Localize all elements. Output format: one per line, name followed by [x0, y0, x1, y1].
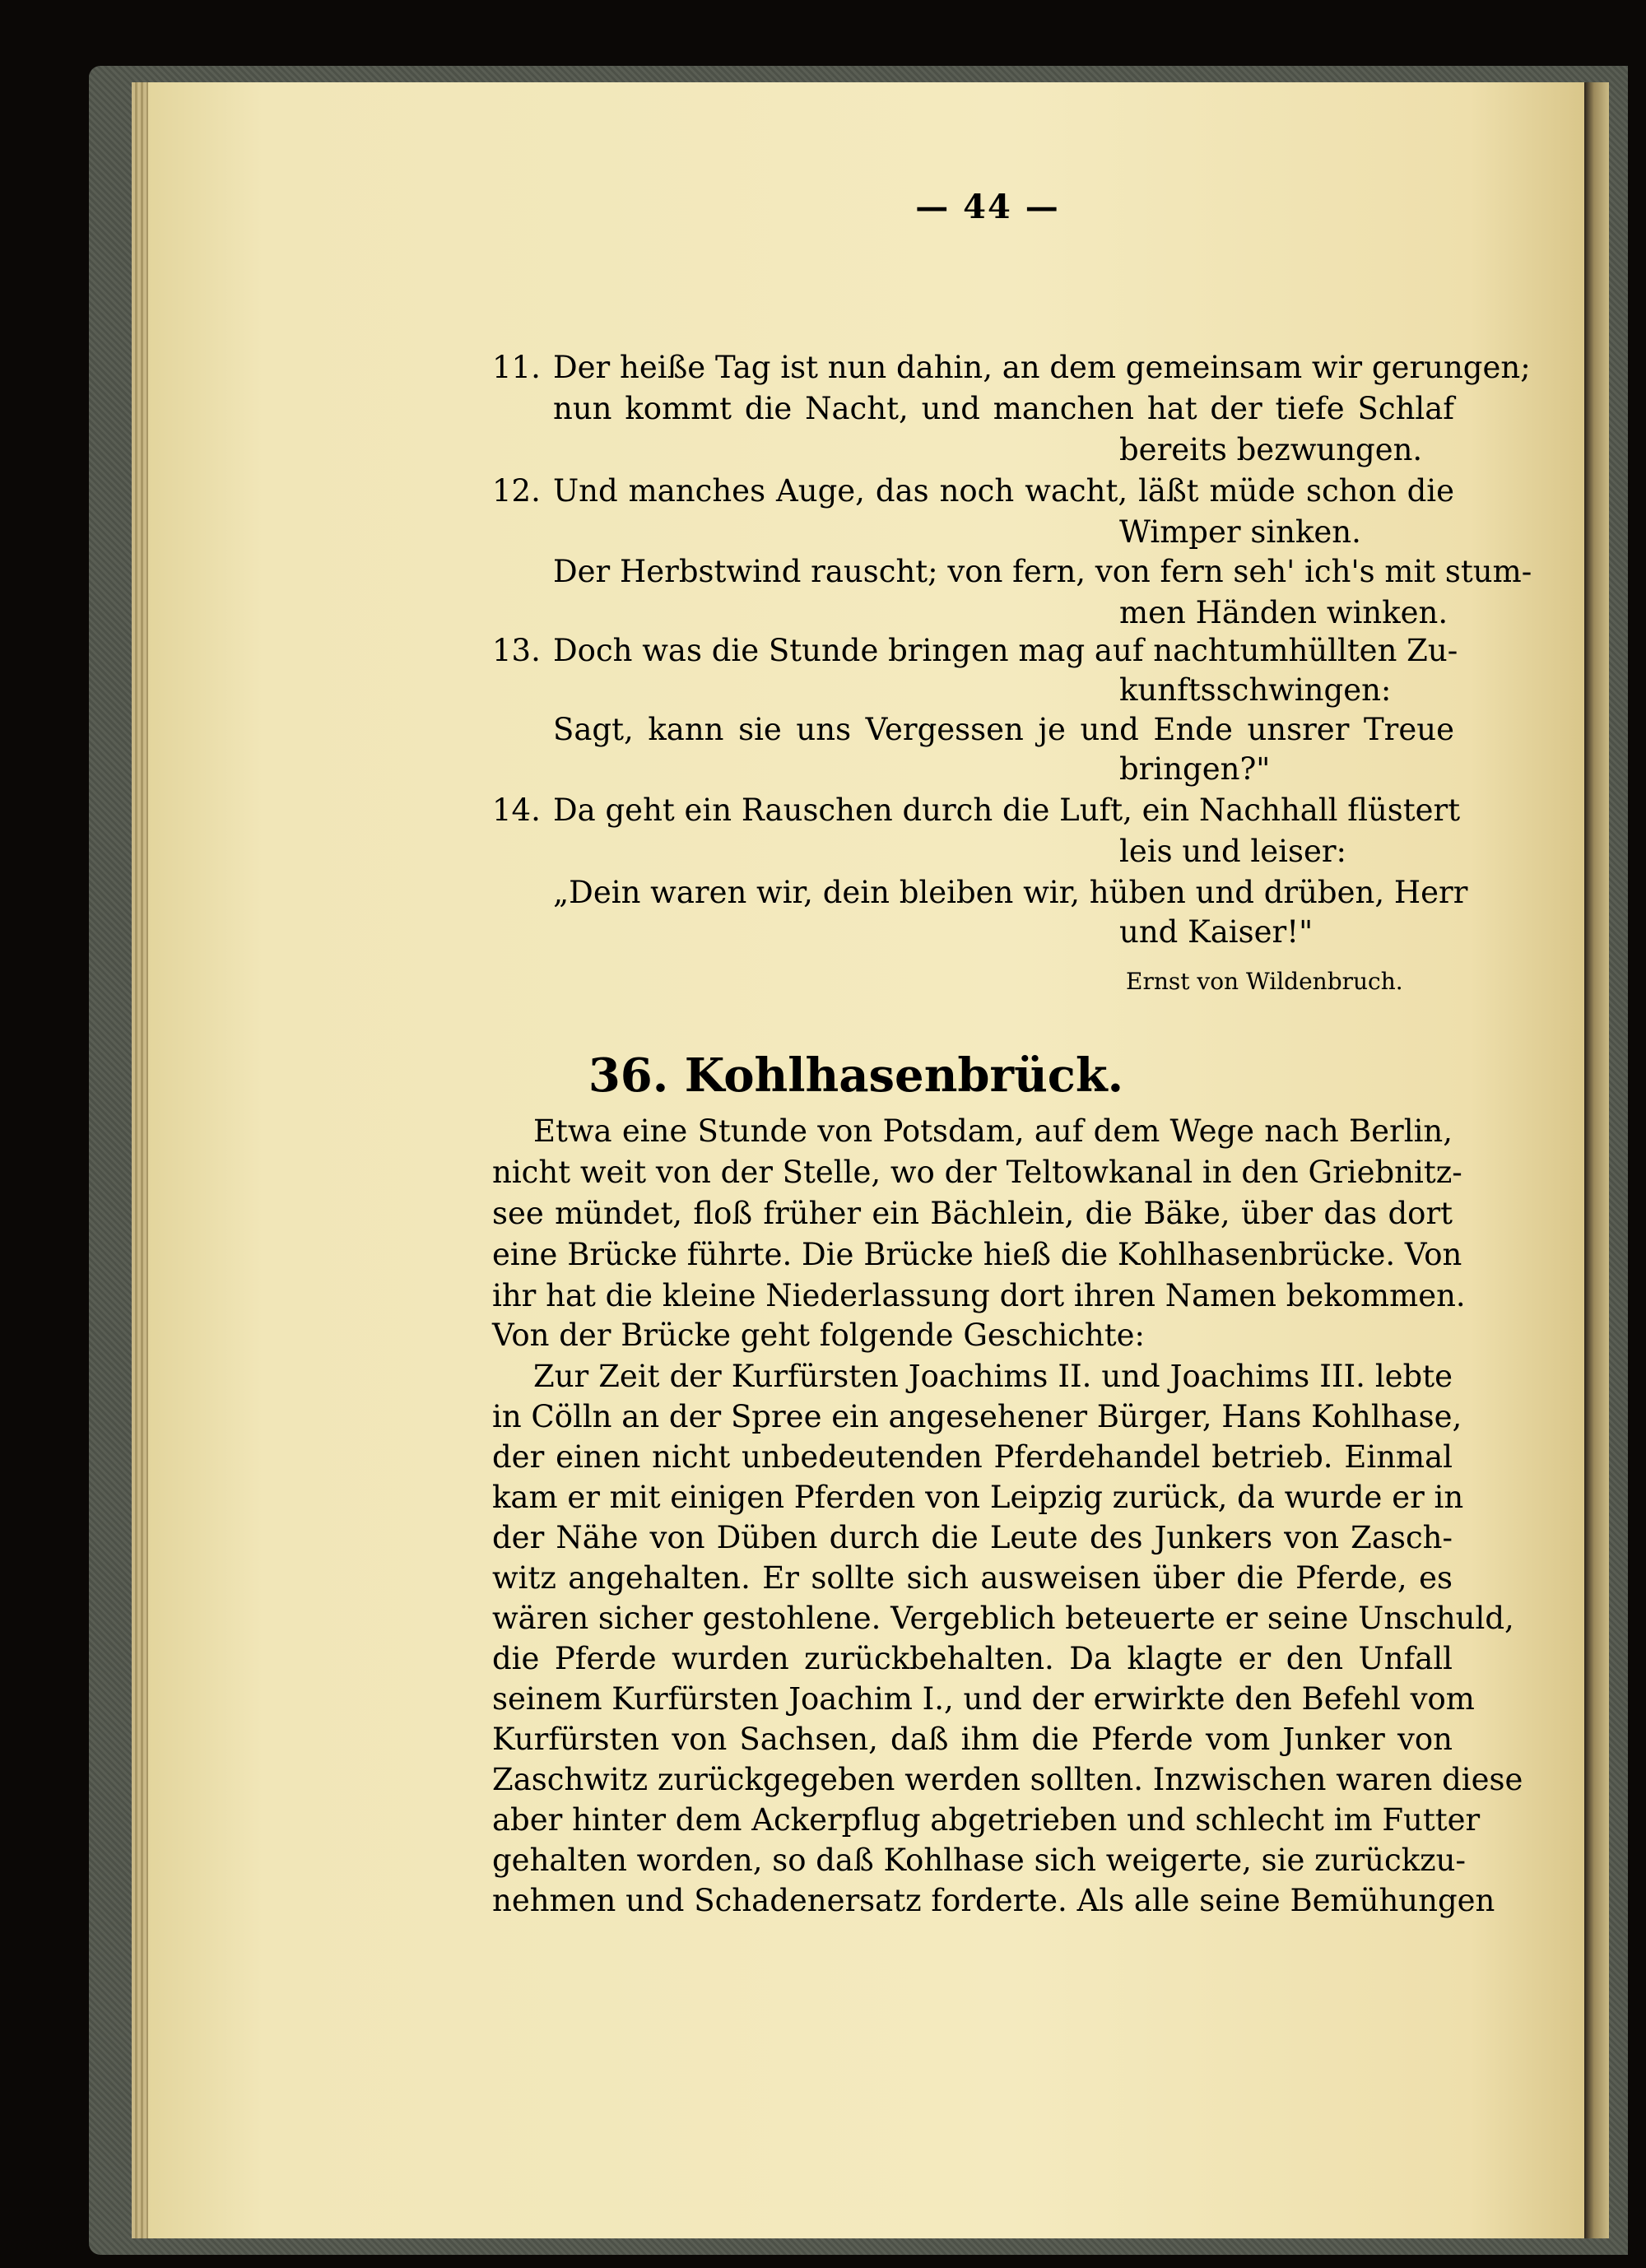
text-line: der einen nicht unbedeutenden Pferdehandel betrieb. Einmal [492, 1439, 1453, 1475]
text-line: der Nähe von Düben durch die Leute des Junkers von Zasch- [492, 1520, 1453, 1555]
poem-line: Und manches Auge, das noch wacht, läßt müde schon die [553, 473, 1454, 509]
poem-line: leis und leiser: [1119, 834, 1347, 869]
poem-line: „Dein waren wir, dein bleiben wir, hüben und drüben, Herr [553, 875, 1468, 910]
poem-line: Wimper sinken. [1119, 514, 1361, 550]
text-line: eine Brücke führte. Die Brücke hieß die Kohlhasenbrücke. Von [492, 1237, 1462, 1272]
text-line: Von der Brücke geht folgende Geschichte: [492, 1318, 1145, 1353]
poem-line: bereits bezwungen. [1119, 432, 1423, 467]
text-line: in Cölln an der Spree ein angesehener Bürger, Hans Kohlhase, [492, 1399, 1462, 1434]
text-line: nicht weit von der Stelle, wo der Teltowkanal in den Griebnitz- [492, 1155, 1462, 1190]
text-line: nehmen und Schadenersatz forderte. Als alle seine Bemühungen [492, 1883, 1495, 1918]
poem-line: bringen?" [1119, 751, 1271, 787]
text-line: kam er mit einigen Pferden von Leipzig zurück, da wurde er in [492, 1480, 1464, 1515]
text-line: Zaschwitz zurückgegeben werden sollten. Inzwischen waren diese [492, 1762, 1523, 1797]
text-line: gehalten worden, so daß Kohlhase sich weigerte, sie zurückzu- [492, 1843, 1466, 1878]
poem-line: Der heiße Tag ist nun dahin, an dem gemeinsam wir gerungen; [553, 350, 1531, 385]
poem-line: und Kaiser!" [1119, 914, 1314, 950]
stanza-number: 11. [492, 350, 541, 385]
poem-line: Da geht ein Rauschen durch die Luft, ein Nachhall flüstert [553, 792, 1461, 828]
text-line: Zur Zeit der Kurfürsten Joachims II. und Joachims III. lebte [533, 1359, 1453, 1394]
text-line: seinem Kurfürsten Joachim I., und der erwirkte den Befehl vom [492, 1681, 1475, 1717]
poem-line: Der Herbstwind rauscht; von fern, von fern seh' ich's mit stum- [553, 554, 1532, 589]
poem-author: Ernst von Wildenbruch. [1126, 968, 1403, 995]
poem-line: kunftsschwingen: [1119, 672, 1392, 708]
poem-line: Doch was die Stunde bringen mag auf nachtumhüllten Zu- [553, 633, 1458, 668]
stanza-number: 12. [492, 473, 541, 509]
text-line: Etwa eine Stunde von Potsdam, auf dem Wege nach Berlin, [533, 1113, 1453, 1149]
text-line: Kurfürsten von Sachsen, daß ihm die Pferde vom Junker von [492, 1722, 1453, 1757]
poem-line: Sagt, kann sie uns Vergessen je und Ende unsrer Treue [553, 712, 1454, 747]
text-line: witz angehalten. Er sollte sich ausweisen über die Pferde, es [492, 1560, 1453, 1596]
next-page-edge [1584, 82, 1609, 2238]
text-line: wären sicher gestohlene. Vergeblich beteuerte er seine Unschuld, [492, 1601, 1514, 1636]
text-line: aber hinter dem Ackerpflug abgetrieben und schlecht im Futter [492, 1802, 1481, 1838]
stanza-number: 13. [492, 633, 541, 668]
text-line: ihr hat die kleine Niederlassung dort ihren Namen bekommen. [492, 1278, 1466, 1313]
text-line: die Pferde wurden zurückbehalten. Da klagte er den Unfall [492, 1641, 1453, 1676]
page-number: — 44 — [915, 188, 1060, 226]
text-line: see mündet, floß früher ein Bächlein, die Bäke, über das dort [492, 1196, 1453, 1231]
poem-line: men Händen winken. [1119, 595, 1448, 630]
stanza-number: 14. [492, 792, 541, 828]
poem-line: nun kommt die Nacht, und manchen hat der tiefe Schlaf [553, 391, 1454, 426]
section-title: 36. Kohlhasenbrück. [588, 1048, 1124, 1103]
